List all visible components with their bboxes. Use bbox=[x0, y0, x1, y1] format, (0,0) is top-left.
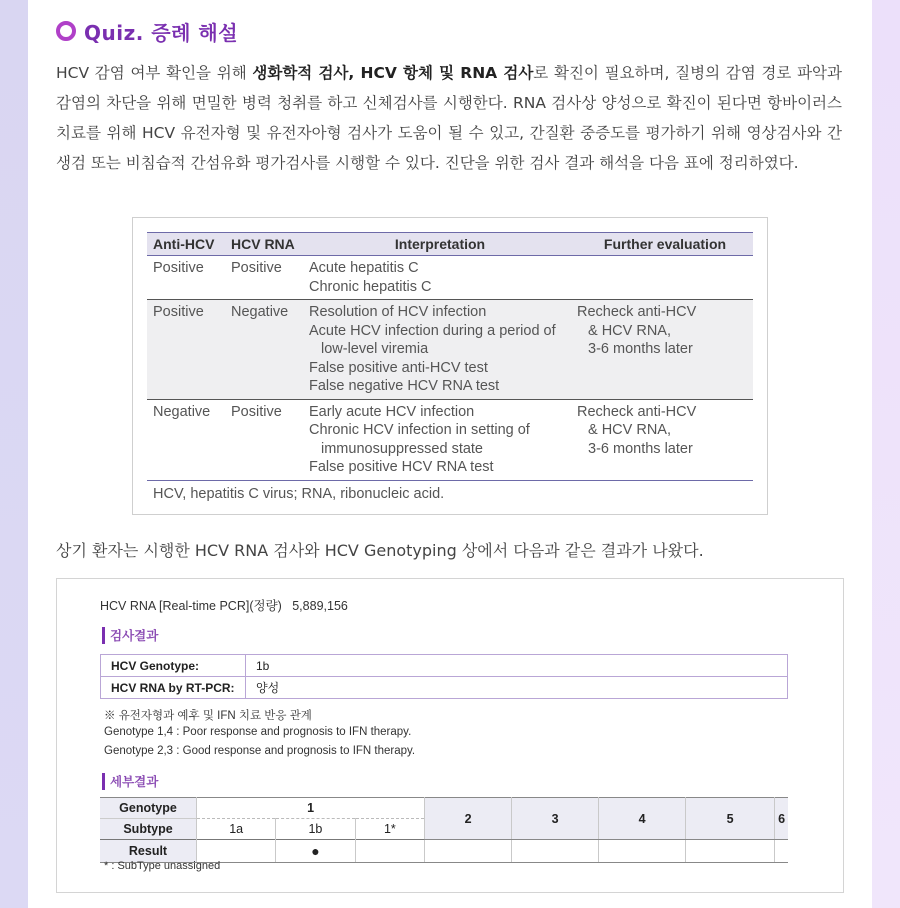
result-value: 1b bbox=[246, 655, 788, 677]
explanation-paragraph bbox=[56, 58, 842, 178]
further-line: & HCV RNA, bbox=[588, 322, 671, 339]
further-line: & HCV RNA, bbox=[588, 422, 671, 438]
result-cell bbox=[355, 840, 425, 863]
further-line: Recheck anti-HCV bbox=[577, 403, 697, 420]
col-header-hcv-rna: HCV RNA bbox=[225, 233, 303, 256]
table-footnote: HCV, hepatitis C virus; RNA, ribonucleic acid. bbox=[147, 480, 753, 506]
table-row bbox=[101, 655, 788, 677]
section-title bbox=[56, 16, 238, 46]
report-header bbox=[100, 596, 348, 614]
paragraph-rest: 로 확진이 필요하며, 질병의 감염 경로 파악과 감염의 차단을 위해 면밀한 병력 청취를 하고 신체검사를 시행한다. RNA 검사상 양성으로 확진이 된다면 항바이러스 치료를 위해 HCV 유전자형 및 유전자아형 검사가 도움이 될 수 있고, 간질환 중증도를 평가하기 위해 영상검사와 간생검 또는 비침습적 간섬유화 평가검사를 시행할 수 있다. 진단을 위한 검사 결과 해석을 다음 표에 정리하였다. bbox=[56, 64, 842, 172]
lab-report-figure bbox=[56, 578, 844, 893]
section-heading-results: 검사결과 bbox=[102, 627, 158, 644]
further-line: 3-6 months later bbox=[588, 341, 693, 357]
result-cell bbox=[512, 840, 599, 863]
table-row bbox=[100, 798, 788, 819]
right-margin-band bbox=[872, 0, 900, 908]
cell-interpretation bbox=[303, 399, 571, 480]
result-value: 양성 bbox=[246, 677, 788, 699]
interp-line: Chronic hepatitis C bbox=[309, 278, 432, 295]
interpretation-table-figure bbox=[132, 217, 768, 515]
subtype-cell: 1* bbox=[355, 819, 425, 840]
cell-further bbox=[571, 399, 753, 480]
result-label: Result bbox=[100, 840, 197, 863]
interp-line: Resolution of HCV infection bbox=[309, 304, 487, 320]
genotype-1-header: 1 bbox=[197, 798, 425, 819]
subtype-label: Subtype bbox=[100, 819, 197, 840]
cell-rna: Negative bbox=[225, 300, 303, 400]
left-margin-band bbox=[0, 0, 28, 908]
circle-bullet-icon bbox=[56, 21, 76, 41]
cell-interpretation bbox=[303, 256, 571, 300]
interp-line: False negative HCV RNA test bbox=[309, 378, 500, 394]
result-marker: ● bbox=[276, 840, 355, 863]
result-cell bbox=[686, 840, 775, 863]
subtype-cell: 1a bbox=[197, 819, 276, 840]
report-test-value: 5,889,156 bbox=[292, 599, 348, 613]
cell-further bbox=[571, 300, 753, 400]
cell-anti: Negative bbox=[153, 403, 211, 420]
article-content bbox=[28, 0, 872, 908]
cell-anti: Positive bbox=[147, 300, 225, 400]
page-title: Quiz. 증례 해설 bbox=[84, 20, 239, 45]
paragraph-lead: HCV 감염 여부 확인을 위해 bbox=[56, 64, 253, 82]
interp-line: False positive HCV RNA test bbox=[309, 459, 494, 475]
interp-line: immunosuppressed state bbox=[321, 440, 483, 457]
interp-line: Acute HCV infection during a period of bbox=[309, 322, 556, 339]
table-row bbox=[147, 256, 753, 300]
interp-line: Chronic HCV infection in setting of bbox=[309, 422, 530, 438]
result-cell bbox=[775, 840, 788, 863]
genotype-detail-table bbox=[100, 797, 788, 863]
result-key: HCV RNA by RT-PCR: bbox=[101, 677, 246, 699]
col-header-anti-hcv: Anti-HCV bbox=[147, 233, 225, 256]
result-intro-paragraph: 상기 환자는 시행한 HCV RNA 검사와 HCV Genotyping 상에서 다음과 같은 결과가 나왔다. bbox=[56, 541, 704, 560]
table-footnote-row bbox=[147, 480, 753, 506]
further-line: Recheck anti-HCV bbox=[577, 304, 697, 320]
cell-further bbox=[571, 256, 753, 300]
result-cell bbox=[425, 840, 512, 863]
genotype-header: 4 bbox=[599, 798, 686, 840]
interpretation-table bbox=[147, 232, 753, 506]
interp-line: Acute hepatitis C bbox=[309, 260, 419, 276]
genotype-header: 3 bbox=[512, 798, 599, 840]
cell-rna: Positive bbox=[231, 403, 282, 420]
note-line: ※ 유전자형과 예후 및 IFN 치료 반응 관계 bbox=[104, 710, 312, 722]
table-row bbox=[101, 677, 788, 699]
interp-line: False positive anti-HCV test bbox=[309, 359, 488, 376]
interp-line: low-level viremia bbox=[321, 341, 429, 357]
result-cell bbox=[599, 840, 686, 863]
genotype-header: 5 bbox=[686, 798, 775, 840]
paragraph-bold: 생화학적 검사, HCV 항체 및 RNA 검사 bbox=[252, 64, 534, 82]
note-line: Genotype 2,3 : Good response and prognosis to IFN therapy. bbox=[104, 745, 416, 757]
cell-interpretation bbox=[303, 300, 571, 400]
result-key: HCV Genotype: bbox=[101, 655, 246, 677]
table-row bbox=[147, 399, 753, 480]
interp-line: Early acute HCV infection bbox=[309, 403, 475, 420]
genotype-label: Genotype bbox=[100, 798, 197, 819]
results-table bbox=[100, 654, 788, 699]
subtype-cell: 1b bbox=[276, 819, 355, 840]
genotype-header: 6 bbox=[775, 798, 788, 840]
note-line: Genotype 1,4 : Poor response and prognosis to IFN therapy. bbox=[104, 726, 412, 738]
report-test-name: HCV RNA [Real-time PCR](정량) bbox=[100, 599, 282, 613]
genotype-header: 2 bbox=[425, 798, 512, 840]
col-header-further-evaluation: Further evaluation bbox=[571, 233, 753, 256]
cell-rna: Positive bbox=[231, 260, 282, 276]
further-line: 3-6 months later bbox=[588, 440, 693, 457]
report-footnote: * : SubType unassigned bbox=[104, 860, 221, 872]
col-header-interpretation: Interpretation bbox=[303, 233, 571, 256]
table-row bbox=[147, 300, 753, 400]
section-heading-details: 세부결과 bbox=[102, 773, 158, 790]
cell-anti: Positive bbox=[153, 260, 204, 276]
